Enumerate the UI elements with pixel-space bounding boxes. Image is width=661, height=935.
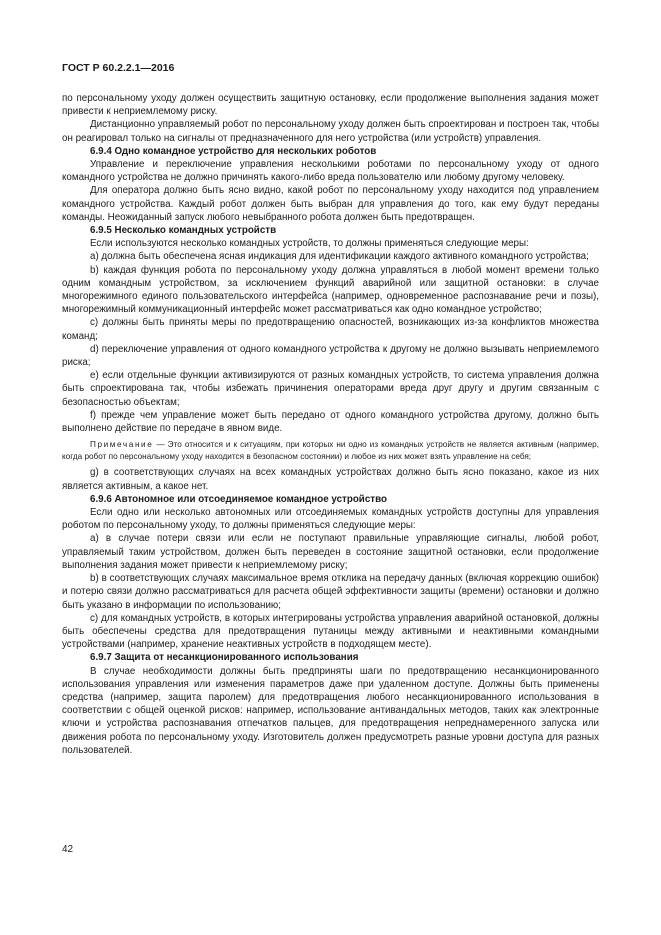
list-item: a) должна быть обеспечена ясная индикация для идентификации каждого активного командного устройства;	[90, 251, 589, 263]
note	[62, 439, 599, 462]
list-item: c) для командных устройств, в которых интегрированы устройства управления аварийной остановкой, должны быть обеспечены средства для предотвращения путаницы между активными и неактивными командными устройствами (например, хранение неактивных устройств в подходящем месте).	[62, 612, 599, 651]
document-body	[62, 92, 599, 757]
paragraph: Если одно или несколько автономных или отсоединяемых командных устройств доступны для управления роботом по персональному уходу, то должны применяться следующие меры:	[62, 507, 599, 532]
list-item: c) должны быть приняты меры по предотвращению опасностей, возникающих из-за конфликтов множества команд;	[62, 317, 599, 342]
section-heading-6-9-4: 6.9.4 Одно командное устройство для нескольких роботов	[90, 145, 377, 157]
section-heading-6-9-7: 6.9.7 Защита от несанкционированного использования	[90, 652, 359, 664]
list-item: g) в соответствующих случаях на всех командных устройствах должно быть ясно показано, какое из них является активным, а какое нет.	[62, 467, 599, 492]
paragraph: Для оператора должно быть ясно видно, какой робот по персональному уходу находится под управлением командного устройства. Каждый робот должен быть выбран для управления до того, как ему будут переданы команды. Неожиданный запуск любого невыбранного робота должен быть предотвращен.	[62, 185, 599, 223]
list-item: b) в соответствующих случаях максимальное время отклика на передачу данных (включая коррекцию ошибок) и потерю связи должно рассматриваться для расчета общей эффективности защиты (времени) остановки и должно быть указано в информации по использованию;	[62, 573, 599, 611]
paragraph: В случае необходимости должны быть предприняты шаги по предотвращению несанкционированного использования управления или изменения параметров даже при удаленном доступе. Должны быть применены средства (например, защита паролем) для предотвращения любого несанкционированного использования в соответствии с общей оценкой рисков: например, использование антивандальных методов, таких как электронные ключи и устройства распознавания отпечатков пальцев, для предотвращения непреднамеренного запуска или движения робота по персональному уходу. Изготовитель должен предусмотреть разные уровни доступа для разных пользователей.	[62, 665, 599, 756]
paragraph: Дистанционно управляемый робот по персональному уходу должен быть спроектирован и построен так, чтобы он реагировал только на сигналы от предназначенного для него устройства (или устройств) управления.	[62, 119, 599, 144]
section-heading-6-9-5: 6.9.5 Несколько командных устройств	[90, 225, 277, 237]
list-item: b) каждая функция робота по персональному уходу должна управляться в любой момент времени только одним командным устройством, за исключением функций аварийной или защитной остановки: в случае многорежимного единого пользовательского интерфейса (например, одновременное распознавание речи и позы), многорежимный коммуникационный интерфейс может рассматриваться как одно командное устройство;	[62, 264, 599, 316]
paragraph: по персональному уходу должен осуществить защитную остановку, если продолжение выполнения задания может привести к неприемлемому риску.	[62, 93, 599, 118]
list-item: d) переключение управления от одного командного устройства к другому не должно вызывать неприемлемого риска;	[62, 343, 599, 369]
paragraph: Управление и переключение управления несколькими роботами по персональному уходу от одного командного устройства не должно причинять какого-либо вреда пользователю или любому другому человеку.	[62, 159, 599, 184]
note-label: Примечание	[90, 440, 154, 450]
list-item: f) прежде чем управление может быть передано от одного командного устройства другому, должно быть выполнено действие по передаче в явном виде.	[62, 409, 599, 435]
paragraph: Если используются несколько командных устройств, то должны применяться следующие меры:	[90, 238, 529, 250]
list-item: a) в случае потери связи или если не поступают правильные управляющие сигналы, любой робот, управляемый таким устройством, должен быть переведен в состояние защитной остановки, если продолжение выполнения задания может привести к неприемлемому риску;	[62, 533, 599, 571]
section-heading-6-9-6: 6.9.6 Автономное или отсоединяемое командное устройство	[90, 493, 387, 505]
page-number: 42	[62, 844, 74, 855]
note-text: — Это относится и к ситуациям, при которых ни одно из командных устройств не является активным (например, когда робот по персональному уходу находится в безопасном состоянии) и любое из них может взять управление на себя;	[62, 440, 599, 461]
document-header: ГОСТ Р 60.2.2.1—2016	[62, 62, 175, 74]
list-item: e) если отдельные функции активизируются от разных командных устройств, то система управления должна быть спроектирована так, чтобы избежать причинения операторами вреда друг другу и другим связанным с безопасностью объектам;	[62, 370, 599, 408]
